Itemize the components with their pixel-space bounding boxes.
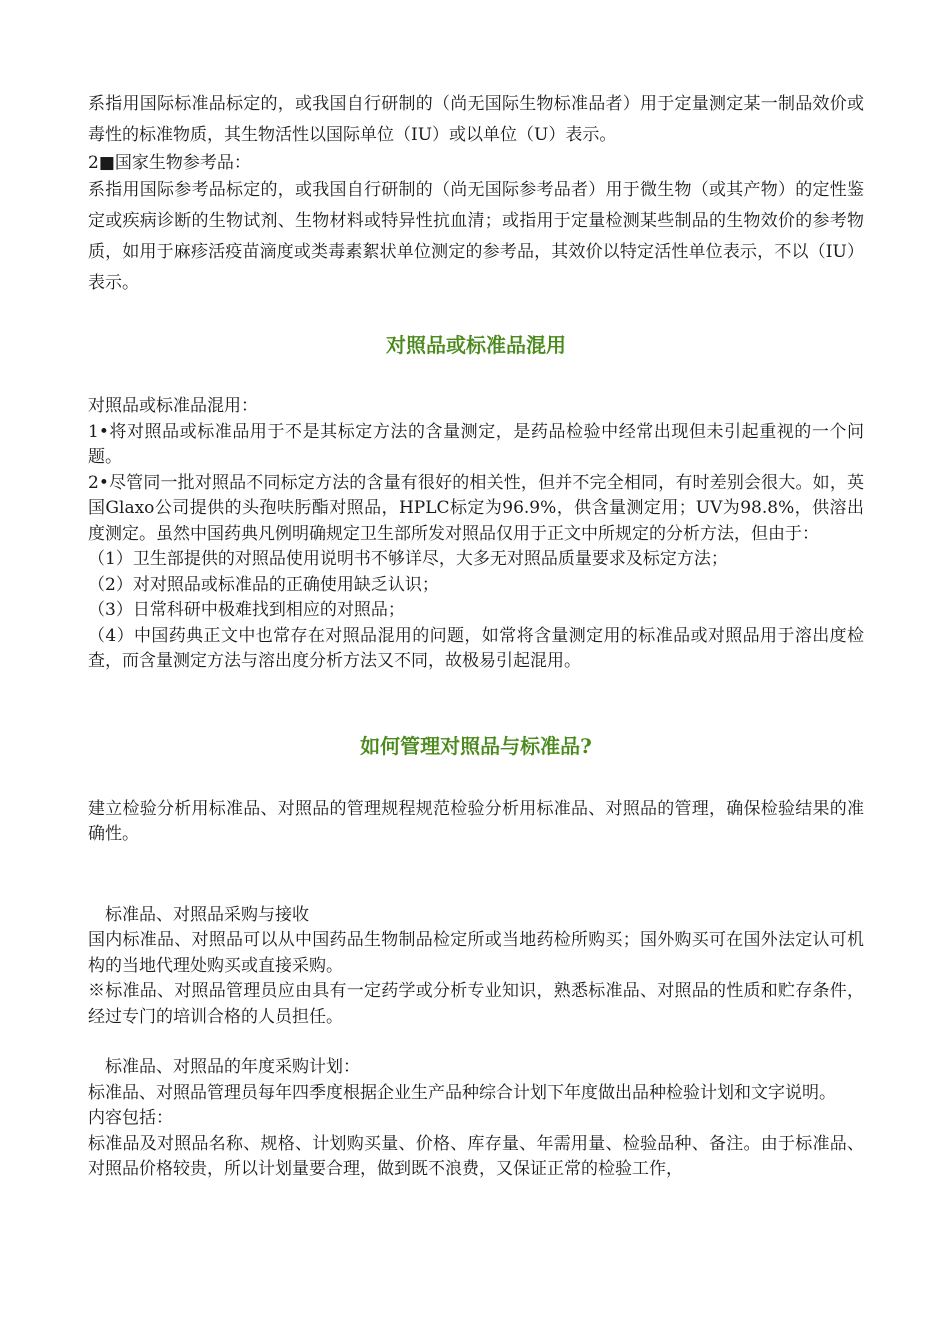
annual-plan-paragraph-1: 标准品、对照品管理员每年四季度根据企业生产品种综合计划下年度做出品种检验计划和文字说明。 — [88, 1082, 836, 1103]
section-heading-management: 如何管理对照品与标准品? — [360, 733, 592, 758]
annual-plan-paragraph-2: 标准品及对照品名称、规格、计划购买量、价格、库存量、年需用量、检验品种、备注。由于标准品、对照品价格较贵，所以计划量要合理，做到既不浪费，又保证正常的检验工作， — [88, 1133, 864, 1179]
procurement-title: 标准品、对照品采购与接收 — [105, 904, 309, 925]
mixed-use-item-2: 2•尽管同一批对照品不同标定方法的含量有很好的相关性，但并不完全相同，有时差别会很大。如，英国Glaxo公司提供的头孢呋肟酯对照品，HPLC标定为96.9%，供含量测定用；UV为98.8%，供溶出度测定。虽然中国药典凡例明确规定卫生部所发对照品仅用于正文中所规定的分析方法，但由于： — [88, 472, 864, 544]
mixed-use-reason-1: （1）卫生部提供的对照品使用说明书不够详尽，大多无对照品质量要求及标定方法； — [88, 549, 728, 569]
intro-paragraph-1: 系指用国际标准品标定的，或我国自行研制的（尚无国际生物标准品者）用于定量测定某一制品效价或毒性的标准物质，其生物活性以国际单位（IU）或以单位（U）表示。 — [88, 94, 864, 145]
management-intro: 建立检验分析用标准品、对照品的管理规程规范检验分析用标准品、对照品的管理，确保检验结果的准确性。 — [88, 798, 864, 844]
procurement-paragraph-1: 国内标准品、对照品可以从中国药品生物制品检定所或当地药检所购买；国外购买可在国外法定认可机构的当地代理处购买或直接采购。 — [88, 930, 864, 976]
mixed-use-reason-4: （4）中国药典正文中也常存在对照品混用的问题，如常将含量测定用的标准品或对照品用于溶出度检查，而含量测定方法与溶出度分析方法又不同，故极易引起混用。 — [88, 625, 864, 671]
mixed-use-reason-3: （3）日常科研中极难找到相应的对照品； — [88, 600, 405, 620]
annual-plan-subsection — [88, 1055, 864, 1183]
mixed-use-label: 对照品或标准品混用： — [88, 396, 258, 416]
mixed-use-reason-2: （2）对对照品或标准品的正确使用缺乏认识； — [88, 574, 439, 595]
intro-paragraph-2: 系指用国际参考品标定的，或我国自行研制的（尚无国际参考品者）用于微生物（或其产物）的定性鉴定或疾病诊断的生物试剂、生物材料或特异性抗血清；或指用于定量检测某些制品的生物效价的参考物质，如用于麻疹活疫苗滴度或类毒素絮状单位测定的参考品，其效价以特定活性单位表示，不以（IU）表示。 — [88, 180, 864, 293]
annual-plan-contents-label: 内容包括： — [88, 1108, 173, 1128]
annual-plan-title: 标准品、对照品的年度采购计划： — [105, 1057, 360, 1077]
mixed-use-item-1: 1•将对照品或标准品用于不是其标定方法的含量测定，是药品检验中经常出现但未引起重视的一个问题。 — [88, 421, 864, 467]
section-mixed-use-body — [88, 394, 864, 675]
procurement-paragraph-2: ※标准品、对照品管理员应由具有一定药学或分析专业知识，熟悉标准品、对照品的性质和贮存条件，经过专门的培训合格的人员担任。 — [88, 981, 864, 1027]
procurement-subsection — [88, 903, 864, 1031]
document-page — [88, 89, 864, 1183]
section-heading-mixed-use: 对照品或标准品混用 — [386, 333, 566, 357]
subheading-national-reference: 2■国家生物参考品： — [88, 153, 251, 173]
